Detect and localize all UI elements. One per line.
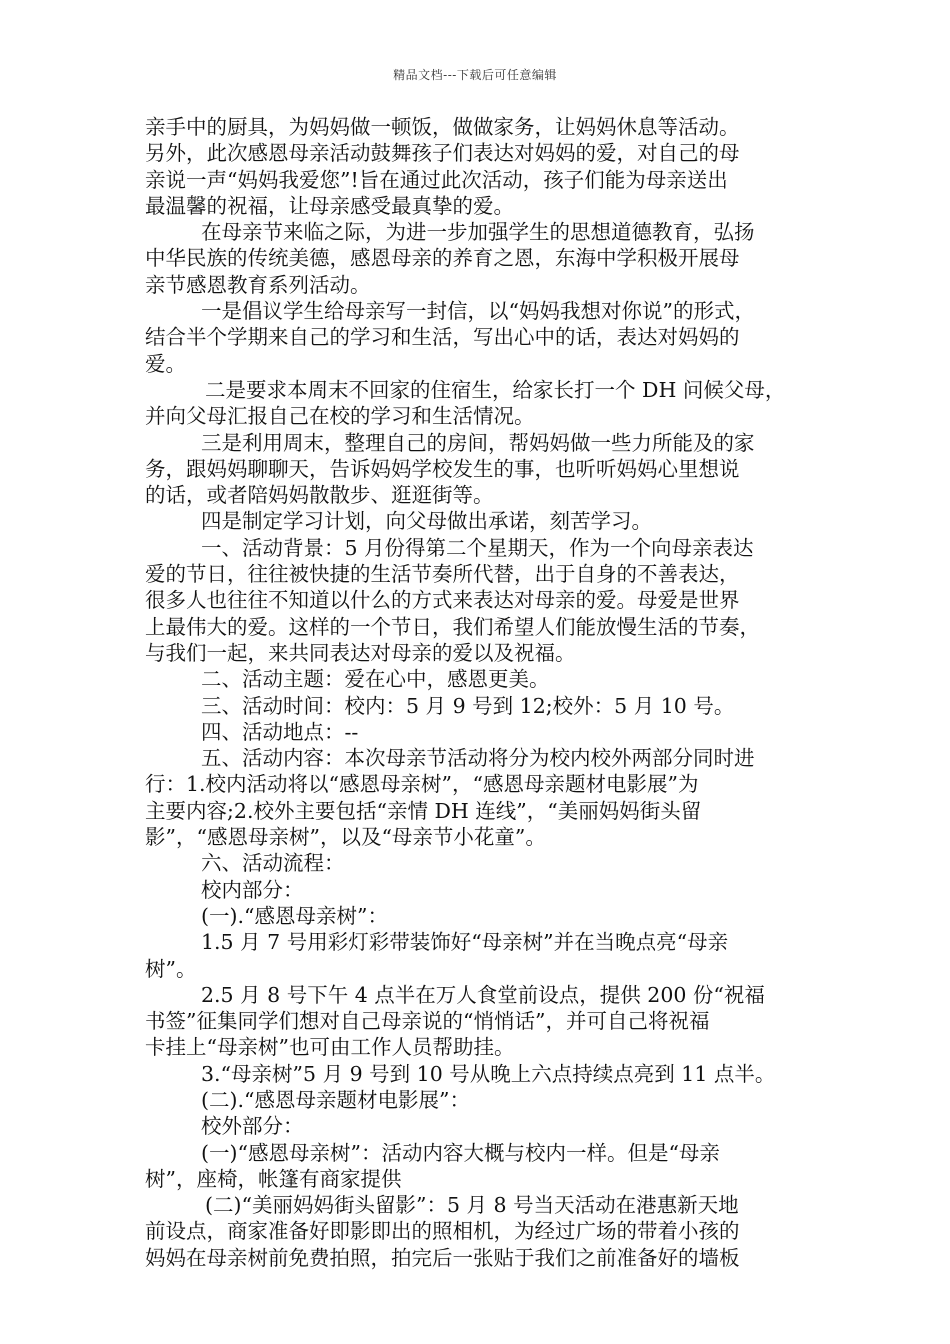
text-line: 行：1.校内活动将以“感恩母亲树”，“感恩母亲题材电影展”为: [145, 772, 699, 797]
text-line: 影”，“感恩母亲树”，以及“母亲节小花童”。: [145, 825, 546, 850]
text-line: 3.“母亲树”5 月 9 号到 10 号从晚上六点持续点亮到 11 点半。: [201, 1061, 776, 1086]
text-line: 爱的节日，往往被快捷的生活节奏所代替，出于自身的不善表达，: [145, 562, 740, 587]
text-line: (一)“感恩母亲树”：活动内容大概与校内一样。但是“母亲: [201, 1140, 720, 1165]
text-line: 亲节感恩教育系列活动。: [145, 272, 371, 297]
text-line: 四、活动地点：--: [201, 719, 359, 744]
text-line: 三是利用周末，整理自己的房间，帮妈妈做一些力所能及的家: [201, 430, 755, 455]
text-line: 亲手中的厨具，为妈妈做一顿饭，做做家务，让妈妈休息等活动。: [145, 115, 740, 139]
text-line: 树”。: [145, 956, 197, 981]
text-line: 很多人也往往不知道以什么的方式来表达对母亲的爱。母爱是世界: [145, 588, 740, 613]
text-line: 最温馨的祝福，让母亲感受最真挚的爱。: [145, 193, 514, 218]
text-line: 中华民族的传统美德，感恩母亲的养育之恩，东海中学积极开展母: [145, 246, 740, 271]
text-line: (二).“感恩母亲题材电影展”：: [201, 1087, 470, 1112]
text-line: 前设点，商家准备好即影即出的照相机，为经过广场的带着小孩的: [145, 1219, 740, 1244]
text-line: 校外部分：: [201, 1114, 304, 1139]
text-line: (一).“感恩母亲树”：: [201, 903, 388, 928]
text-line: 另外，此次感恩母亲活动鼓舞孩子们表达对妈妈的爱，对自己的母: [145, 141, 740, 166]
text-line: 并向父母汇报自己在校的学习和生活情况。: [145, 404, 535, 429]
text-line: 五、活动内容：本次母亲节活动将分为校内校外两部分同时进: [201, 746, 755, 771]
text-line: 书签”征集同学们想对自己母亲说的“悄悄话”，并可自己将祝福: [145, 1009, 710, 1034]
text-line: 三、活动时间：校内：5 月 9 号到 12;校外：5 月 10 号。: [201, 693, 735, 718]
text-line: (二)“美丽妈妈街头留影”：5 月 8 号当天活动在港惠新天地: [205, 1193, 739, 1218]
text-line: 校内部分：: [201, 877, 304, 902]
text-line: 务，跟妈妈聊聊天，告诉妈妈学校发生的事，也听听妈妈心里想说: [145, 456, 740, 481]
text-line: 二、活动主题：爱在心中，感恩更美。: [201, 667, 550, 692]
document-body: [145, 114, 815, 1271]
text-line: 在母亲节来临之际，为进一步加强学生的思想道德教育，弘扬: [201, 220, 755, 245]
text-line: 四是制定学习计划，向父母做出承诺，刻苦学习。: [201, 509, 652, 534]
text-line: 树”，座椅，帐篷有商家提供: [145, 1166, 402, 1191]
text-line: 1.5 月 7 号用彩灯彩带装饰好“母亲树”并在当晚点亮“母亲: [201, 930, 729, 955]
text-line: 一是倡议学生给母亲写一封信，以“妈妈我想对你说”的形式，: [201, 299, 755, 324]
text-line: 亲说一声“妈妈我爱您”!旨在通过此次活动，孩子们能为母亲送出: [145, 167, 728, 192]
text-line: 六、活动流程：: [201, 851, 345, 876]
text-line: 妈妈在母亲树前免费拍照，拍完后一张贴于我们之前准备好的墙板: [145, 1245, 740, 1270]
text-line: 与我们一起，来共同表达对母亲的爱以及祝福。: [145, 640, 576, 665]
text-line: 上最伟大的爱。这样的一个节日，我们希望人们能放慢生活的节奏，: [145, 614, 760, 639]
text-line: 2.5 月 8 号下午 4 点半在万人食堂前设点，提供 200 份“祝福: [201, 982, 765, 1007]
text-line: 爱。: [145, 351, 186, 376]
text-line: 一、活动背景：5 月份得第二个星期天，作为一个向母亲表达: [201, 535, 754, 560]
text-line: 卡挂上“母亲树”也可由工作人员帮助挂。: [145, 1035, 515, 1060]
text-line: 主要内容;2.校外主要包括“亲情 DH 连线”，“美丽妈妈街头留: [145, 798, 702, 823]
text-line: 结合半个学期来自己的学习和生活，写出心中的话，表达对妈妈的: [145, 325, 740, 350]
text-line: 的话，或者陪妈妈散散步、逛逛街等。: [145, 483, 494, 508]
page-header: 精品文档---下载后可任意编辑: [393, 68, 557, 82]
text-line: 二是要求本周末不回家的住宿生，给家长打一个 DH 问候父母，: [205, 377, 786, 402]
